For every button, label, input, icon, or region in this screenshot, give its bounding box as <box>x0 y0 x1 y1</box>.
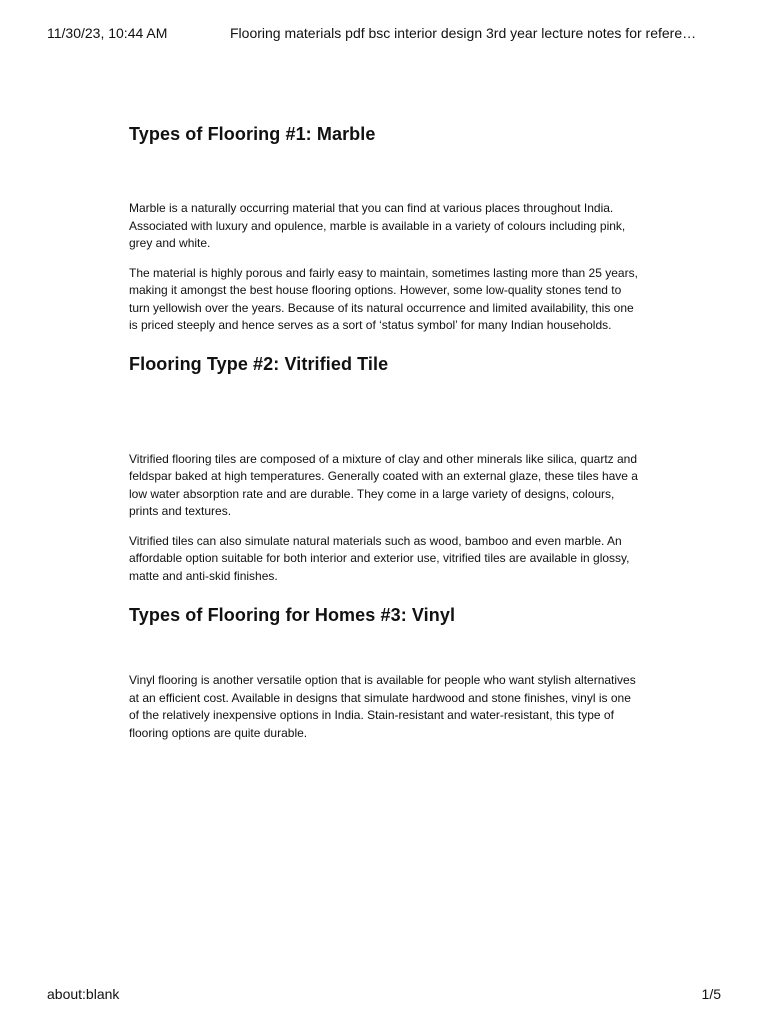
section-heading: Types of Flooring #1: Marble <box>129 124 376 144</box>
paragraph: Vinyl flooring is another versatile option that is available for people who want stylish alternatives at an efficient cost. Available in designs that simulate hardwood and stone finishes, vinyl is one of the relatively inexpensive options in India. Stain-resistant and water-resistant, this type of flooring options are quite durable. <box>129 673 636 740</box>
section-marble <box>129 122 644 335</box>
print-footer <box>47 985 721 1003</box>
section-heading: Flooring Type #2: Vitrified Tile <box>129 353 389 374</box>
print-header <box>47 24 721 42</box>
print-url: about:blank <box>47 986 120 1002</box>
paragraph: Vitrified tiles can also simulate natural materials such as wood, bamboo and even marble. An affordable option suitable for both interior and exterior use, vitrified tiles are available in glossy, matte and anti-skid finishes. <box>129 533 630 583</box>
document-content <box>129 122 644 742</box>
page-indicator: 1/5 <box>701 986 721 1002</box>
section-vitrified-tile <box>129 352 644 586</box>
paragraph: Vitrified flooring tiles are composed of a mixture of clay and other minerals like silica, quartz and feldspar baked at high temperatures. Generally coated with an external glaze, these tiles have a low water absorption rate and are durable. They come in a large variety of designs, colours, prints and textures. <box>129 451 638 518</box>
section-vinyl <box>129 603 644 742</box>
paragraph: The material is highly porous and fairly easy to maintain, sometimes lasting more than 25 years, making it amongst the best house flooring options. However, some low-quality stones tend to turn yellowish over the years. Because of its natural occurrence and limited availability, this one is priced steeply and hence serves as a sort of ‘status symbol’ for many Indian households. <box>129 265 638 332</box>
print-datetime: 11/30/23, 10:44 AM <box>47 25 168 41</box>
section-heading: Types of Flooring for Homes #3: Vinyl <box>129 605 456 625</box>
paragraph: Marble is a naturally occurring material that you can find at various places throughout India. Associated with luxury and opulence, marble is available in a variety of colours including pink, grey and white. <box>129 201 626 250</box>
print-document-title: Flooring materials pdf bsc interior design 3rd year lecture notes for refere… <box>230 25 697 41</box>
